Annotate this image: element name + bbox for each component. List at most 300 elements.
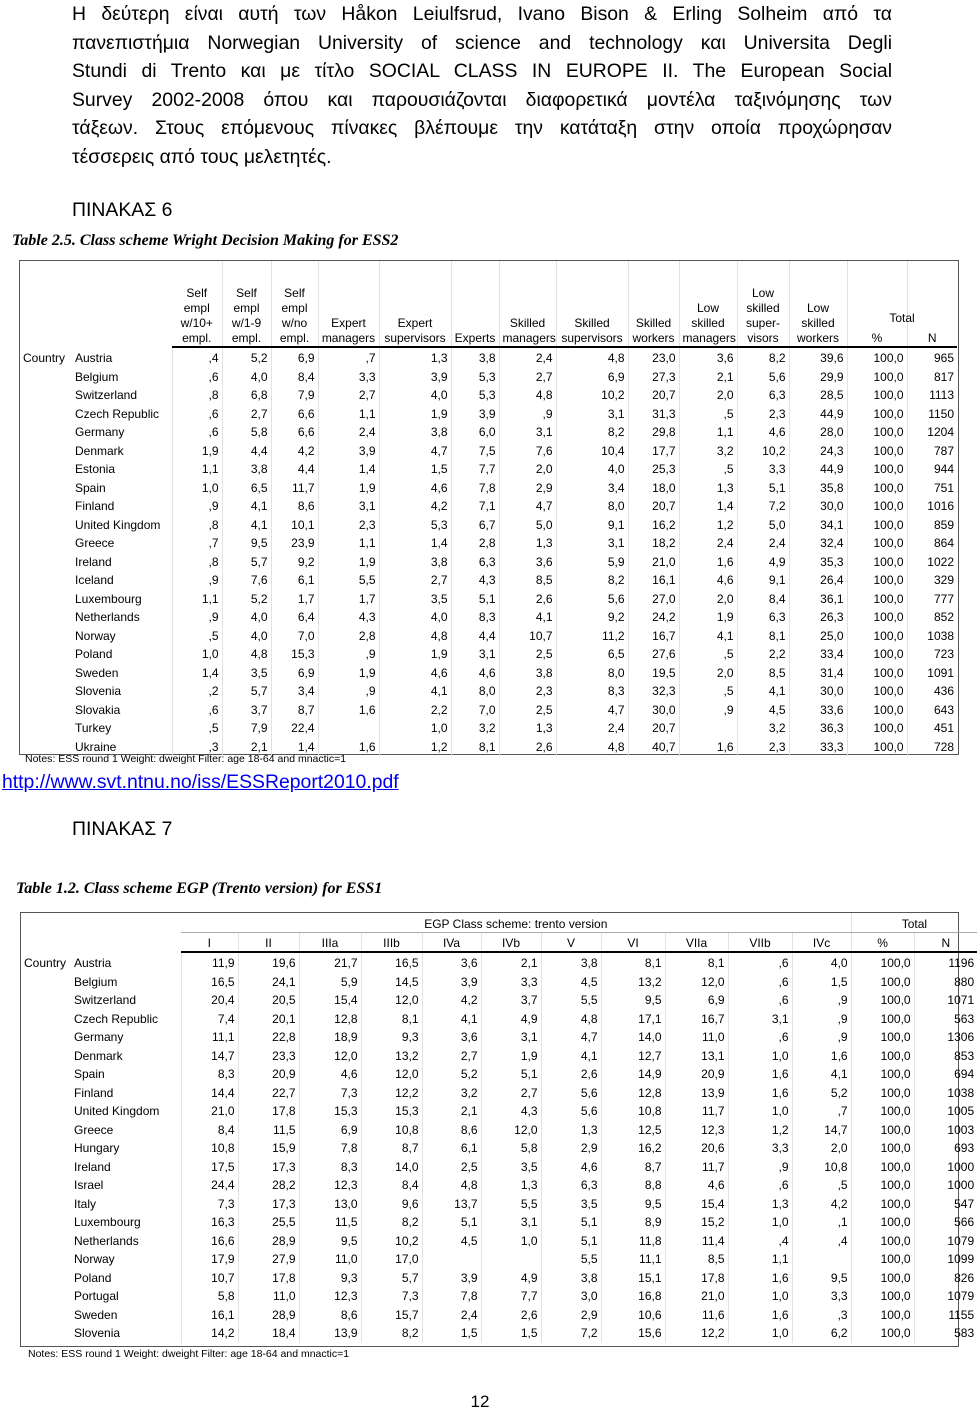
table-cell: 1,9 bbox=[172, 442, 222, 461]
table7-header-blank bbox=[21, 932, 71, 952]
table-cell: 7,6 bbox=[222, 571, 271, 590]
table-cell: 777 bbox=[933, 591, 954, 606]
table-cell: 3,0 bbox=[541, 1287, 601, 1306]
table-cell: 8,5 bbox=[665, 1250, 728, 1269]
table-cell: 4,2 bbox=[271, 442, 318, 461]
table-cell: 4,8 bbox=[222, 645, 271, 664]
table-cell: 1,3 bbox=[481, 1176, 541, 1195]
table-cell: 11,7 bbox=[271, 479, 318, 498]
table-cell: 583 bbox=[954, 1326, 975, 1341]
country-label bbox=[20, 553, 72, 572]
table-cell: 5,1 bbox=[451, 590, 499, 609]
table-cell: 4,2 bbox=[422, 991, 481, 1010]
table-cell: 28,5 bbox=[789, 386, 847, 405]
table-row bbox=[20, 368, 957, 387]
table-cell: 100,0 bbox=[851, 1084, 914, 1103]
table-cell: 100,0 bbox=[847, 627, 907, 646]
table-cell: 1,0 bbox=[172, 479, 222, 498]
country-name: Ireland bbox=[72, 553, 172, 572]
table-cell: 3,1 bbox=[556, 405, 628, 424]
table-cell: 11,7 bbox=[665, 1158, 728, 1177]
table-cell: 6,8 bbox=[222, 386, 271, 405]
table-cell: 27,9 bbox=[238, 1250, 299, 1269]
table-cell: 100,0 bbox=[847, 664, 907, 683]
table-cell: 23,9 bbox=[271, 534, 318, 553]
table-cell: 8,4 bbox=[361, 1176, 422, 1195]
table-cell: 451 bbox=[933, 721, 954, 736]
table-cell: 10,8 bbox=[792, 1158, 851, 1177]
table-cell: 6,4 bbox=[271, 608, 318, 627]
table-cell: 4,7 bbox=[379, 442, 451, 461]
table-cell: ,5 bbox=[172, 719, 222, 738]
table-cell: 4,6 bbox=[451, 664, 499, 683]
table-cell: 15,4 bbox=[299, 991, 361, 1010]
table-cell: 100,0 bbox=[851, 1213, 914, 1232]
table-cell: 1,0 bbox=[728, 1287, 792, 1306]
intro-line: πανεπιστήμια Norwegian University of science and technology και Universita Degli bbox=[72, 31, 892, 54]
table-cell: 4,0 bbox=[222, 608, 271, 627]
table-cell: 9,5 bbox=[299, 1232, 361, 1251]
table-cell: 28,9 bbox=[238, 1306, 299, 1325]
table-cell: 436 bbox=[933, 684, 954, 699]
country-label bbox=[21, 1084, 71, 1103]
table-cell: 33,6 bbox=[789, 701, 847, 720]
table-cell: 1079 bbox=[947, 1289, 975, 1304]
table-cell: 547 bbox=[954, 1196, 975, 1211]
country-label bbox=[20, 405, 72, 424]
table-cell: 100,0 bbox=[851, 1324, 914, 1343]
country-name: Netherlands bbox=[71, 1232, 181, 1251]
table6-heading: ΠΙΝΑΚΑΣ 6 bbox=[72, 199, 173, 221]
table-cell: 2,9 bbox=[499, 479, 556, 498]
table-cell: 1,2 bbox=[728, 1121, 792, 1140]
table-cell bbox=[422, 1250, 481, 1269]
table-cell: ,6 bbox=[728, 991, 792, 1010]
table-cell: 16,7 bbox=[628, 627, 679, 646]
table-cell: ,3 bbox=[792, 1306, 851, 1325]
table-cell: 100,0 bbox=[847, 479, 907, 498]
table-cell: 17,3 bbox=[238, 1158, 299, 1177]
table-cell: 1,2 bbox=[379, 738, 451, 757]
source-link[interactable]: http://www.svt.ntnu.no/iss/ESSReport2010.pdf bbox=[2, 771, 399, 793]
table-row bbox=[21, 1176, 977, 1195]
table-row bbox=[20, 479, 957, 498]
table-cell: 8,6 bbox=[422, 1121, 481, 1140]
table-cell: 3,9 bbox=[422, 1269, 481, 1288]
table-cell: 3,7 bbox=[222, 701, 271, 720]
table-cell: 1,6 bbox=[728, 1269, 792, 1288]
table-cell: 16,7 bbox=[665, 1010, 728, 1029]
table-cell: 10,6 bbox=[601, 1306, 665, 1325]
table-cell: 100,0 bbox=[847, 386, 907, 405]
table-cell: 100,0 bbox=[851, 1287, 914, 1306]
table-cell: ,6 bbox=[172, 701, 222, 720]
table-cell: 14,0 bbox=[601, 1028, 665, 1047]
table6-column-header: Skilled managers bbox=[499, 261, 556, 347]
country-label bbox=[20, 497, 72, 516]
table-cell: ,9 bbox=[792, 1028, 851, 1047]
table-cell: 1,0 bbox=[481, 1232, 541, 1251]
table-cell: 20,9 bbox=[238, 1065, 299, 1084]
table-cell: 9,5 bbox=[792, 1269, 851, 1288]
table-cell: 12,0 bbox=[665, 973, 728, 992]
table-row bbox=[20, 460, 957, 479]
table-cell: 8,1 bbox=[737, 627, 789, 646]
table-cell: 3,6 bbox=[499, 553, 556, 572]
table-cell: 11,4 bbox=[665, 1232, 728, 1251]
table-cell: 23,3 bbox=[238, 1047, 299, 1066]
table-cell: 5,1 bbox=[541, 1232, 601, 1251]
table-cell: 36,3 bbox=[789, 719, 847, 738]
table7 bbox=[21, 913, 977, 1343]
table-cell: 3,5 bbox=[222, 664, 271, 683]
table-cell: 13,2 bbox=[361, 1047, 422, 1066]
country-label bbox=[21, 1232, 71, 1251]
table-row bbox=[20, 719, 957, 738]
table-cell: ,9 bbox=[172, 608, 222, 627]
table-cell: 4,9 bbox=[737, 553, 789, 572]
table-row bbox=[21, 1158, 977, 1177]
table-cell: 100,0 bbox=[847, 682, 907, 701]
table-cell: 1,6 bbox=[318, 738, 379, 757]
table-cell: ,4 bbox=[792, 1232, 851, 1251]
table-cell: 100,0 bbox=[847, 553, 907, 572]
table-cell: 5,1 bbox=[737, 479, 789, 498]
table-cell: 3,1 bbox=[728, 1010, 792, 1029]
country-name: Portugal bbox=[71, 1287, 181, 1306]
table-cell: 100,0 bbox=[847, 571, 907, 590]
table-cell: 100,0 bbox=[847, 347, 907, 368]
table-cell: 36,1 bbox=[789, 590, 847, 609]
table7-column-header: I bbox=[181, 932, 238, 952]
table-cell: 5,2 bbox=[222, 347, 271, 368]
table-cell: 40,7 bbox=[628, 738, 679, 757]
table-cell: ,9 bbox=[792, 1010, 851, 1029]
table-cell: 2,7 bbox=[422, 1047, 481, 1066]
country-label bbox=[20, 627, 72, 646]
table-cell: 100,0 bbox=[847, 368, 907, 387]
table-cell: 3,6 bbox=[679, 347, 737, 368]
table-cell: 10,4 bbox=[556, 442, 628, 461]
table-cell: 12,3 bbox=[665, 1121, 728, 1140]
table-cell: 28,2 bbox=[238, 1176, 299, 1195]
table-cell: 2,4 bbox=[318, 423, 379, 442]
country-label bbox=[20, 608, 72, 627]
table-cell: 13,9 bbox=[299, 1324, 361, 1343]
table7-column-header: V bbox=[541, 932, 601, 952]
table-cell: ,5 bbox=[679, 645, 737, 664]
table-cell: ,6 bbox=[172, 405, 222, 424]
table-cell: 26,3 bbox=[789, 608, 847, 627]
table-row bbox=[20, 682, 957, 701]
table-cell: 2,3 bbox=[499, 682, 556, 701]
country-label bbox=[20, 571, 72, 590]
country-label bbox=[20, 719, 72, 738]
table-cell: ,7 bbox=[792, 1102, 851, 1121]
table-cell: 1,0 bbox=[728, 1102, 792, 1121]
table-cell: 5,7 bbox=[361, 1269, 422, 1288]
table-cell: 7,7 bbox=[481, 1287, 541, 1306]
table-cell: 12,0 bbox=[361, 1065, 422, 1084]
table-cell: 787 bbox=[933, 443, 954, 458]
table-cell: 3,2 bbox=[737, 719, 789, 738]
table-cell: 1,5 bbox=[481, 1324, 541, 1343]
table-cell: 18,0 bbox=[628, 479, 679, 498]
table-cell: 5,7 bbox=[222, 682, 271, 701]
table-cell: 3,5 bbox=[481, 1158, 541, 1177]
table-cell: 5,3 bbox=[379, 516, 451, 535]
table-cell: 27,3 bbox=[628, 368, 679, 387]
table-cell: 100,0 bbox=[851, 1139, 914, 1158]
table-cell: 17,0 bbox=[361, 1250, 422, 1269]
table-cell: 8,1 bbox=[451, 738, 499, 757]
table6-total-label: Total bbox=[889, 311, 915, 325]
table-cell: 9,2 bbox=[556, 608, 628, 627]
table-cell: 5,8 bbox=[222, 423, 271, 442]
table-cell: ,7 bbox=[172, 534, 222, 553]
table-cell: 8,2 bbox=[361, 1324, 422, 1343]
table-cell: ,9 bbox=[792, 991, 851, 1010]
country-name: Spain bbox=[72, 479, 172, 498]
table-cell: 4,0 bbox=[556, 460, 628, 479]
table-cell: 6,9 bbox=[299, 1121, 361, 1140]
table-cell: 17,9 bbox=[181, 1250, 238, 1269]
country-label: Country bbox=[24, 955, 67, 970]
country-name: Poland bbox=[72, 645, 172, 664]
table-cell: 1,9 bbox=[318, 553, 379, 572]
table-cell: 5,1 bbox=[541, 1213, 601, 1232]
table-cell: 7,3 bbox=[299, 1084, 361, 1103]
table-cell: 1113 bbox=[929, 388, 954, 403]
table-cell: 2,7 bbox=[499, 368, 556, 387]
country-label bbox=[20, 516, 72, 535]
table-cell: 3,8 bbox=[222, 460, 271, 479]
table-cell: 33,4 bbox=[789, 645, 847, 664]
table-cell: 4,5 bbox=[541, 973, 601, 992]
table-cell: 4,6 bbox=[299, 1065, 361, 1084]
country-name: Belgium bbox=[71, 973, 181, 992]
table-cell: 5,1 bbox=[481, 1065, 541, 1084]
table-cell: 1,4 bbox=[318, 460, 379, 479]
table-cell: 4,0 bbox=[792, 952, 851, 973]
country-name: United Kingdom bbox=[71, 1102, 181, 1121]
table-cell: 100,0 bbox=[847, 534, 907, 553]
table-row bbox=[20, 553, 957, 572]
table-row bbox=[20, 516, 957, 535]
table-cell: 30,0 bbox=[789, 682, 847, 701]
table-cell: 10,2 bbox=[556, 386, 628, 405]
table-cell: ,6 bbox=[728, 973, 792, 992]
table6-column-header: Low skilled super- visors bbox=[737, 261, 789, 347]
table-cell: 21,0 bbox=[628, 553, 679, 572]
table-cell: 5,3 bbox=[451, 386, 499, 405]
table-cell: 3,6 bbox=[422, 1028, 481, 1047]
country-name: Germany bbox=[71, 1028, 181, 1047]
table-cell: 22,7 bbox=[238, 1084, 299, 1103]
table-cell: 1,2 bbox=[679, 516, 737, 535]
table-cell: 4,9 bbox=[481, 1010, 541, 1029]
table-cell: 5,5 bbox=[318, 571, 379, 590]
table-cell: 100,0 bbox=[847, 442, 907, 461]
table-cell: 3,8 bbox=[541, 952, 601, 973]
table-cell: 34,1 bbox=[789, 516, 847, 535]
table-cell: 4,8 bbox=[499, 386, 556, 405]
table-cell: 7,8 bbox=[451, 479, 499, 498]
table-cell: 19,5 bbox=[628, 664, 679, 683]
table-cell: ,8 bbox=[172, 516, 222, 535]
table-cell: 18,9 bbox=[299, 1028, 361, 1047]
table-cell: 44,9 bbox=[789, 460, 847, 479]
table-cell: 1091 bbox=[927, 665, 954, 680]
table-cell: 5,0 bbox=[499, 516, 556, 535]
table-cell: 15,9 bbox=[238, 1139, 299, 1158]
table-cell: ,1 bbox=[792, 1213, 851, 1232]
table-cell: 7,3 bbox=[181, 1195, 238, 1214]
table7-column-header: % bbox=[851, 932, 914, 952]
table-cell: 4,3 bbox=[481, 1102, 541, 1121]
table-cell: 3,9 bbox=[451, 405, 499, 424]
table-cell: 852 bbox=[933, 610, 954, 625]
table-cell: 11,1 bbox=[601, 1250, 665, 1269]
table-cell: 4,3 bbox=[451, 571, 499, 590]
table-row bbox=[20, 645, 957, 664]
table-cell: 2,1 bbox=[481, 952, 541, 973]
table-cell: 6,5 bbox=[556, 645, 628, 664]
table-cell: 4,9 bbox=[481, 1269, 541, 1288]
table-cell: 4,6 bbox=[379, 664, 451, 683]
table6-column-header: Experts bbox=[451, 261, 499, 347]
table-cell: 826 bbox=[954, 1270, 975, 1285]
table-cell: 2,0 bbox=[679, 590, 737, 609]
table-cell: 21,7 bbox=[299, 952, 361, 973]
table-cell: 4,4 bbox=[222, 442, 271, 461]
table-cell: 12,7 bbox=[601, 1047, 665, 1066]
table-cell: 29,8 bbox=[628, 423, 679, 442]
table-cell: 32,3 bbox=[628, 682, 679, 701]
table-cell: 1,3 bbox=[499, 534, 556, 553]
table-row bbox=[20, 423, 957, 442]
table-cell: 944 bbox=[933, 462, 954, 477]
table-cell: 10,8 bbox=[361, 1121, 422, 1140]
table-cell: 2,6 bbox=[541, 1065, 601, 1084]
table-cell: 17,7 bbox=[628, 442, 679, 461]
table-cell: 3,2 bbox=[679, 442, 737, 461]
table-cell: 12,8 bbox=[299, 1010, 361, 1029]
table-cell: 3,8 bbox=[451, 347, 499, 368]
table-cell: 4,5 bbox=[422, 1232, 481, 1251]
table-cell: 20,7 bbox=[628, 719, 679, 738]
table-cell: 8,0 bbox=[556, 664, 628, 683]
table-cell: 29,9 bbox=[789, 368, 847, 387]
table-cell: ,6 bbox=[172, 368, 222, 387]
table6-caption: Table 2.5. Class scheme Wright Decision Making for ESS2 bbox=[12, 232, 399, 249]
country-name: Spain bbox=[71, 1065, 181, 1084]
table-cell: 13,1 bbox=[665, 1047, 728, 1066]
table-cell: 15,3 bbox=[361, 1102, 422, 1121]
table-row bbox=[21, 1232, 977, 1251]
table-cell: 5,6 bbox=[541, 1084, 601, 1103]
table-cell: 2,1 bbox=[222, 738, 271, 757]
table-cell: 17,1 bbox=[601, 1010, 665, 1029]
table-cell: 1,9 bbox=[318, 479, 379, 498]
table-cell: 1,0 bbox=[728, 1213, 792, 1232]
table6-column-header: Expert supervisors bbox=[379, 261, 451, 347]
table-cell: 6,3 bbox=[737, 386, 789, 405]
country-name: United Kingdom bbox=[72, 516, 172, 535]
table-cell: 8,7 bbox=[271, 701, 318, 720]
table-cell: 100,0 bbox=[847, 516, 907, 535]
table-cell: 12,0 bbox=[481, 1121, 541, 1140]
table-cell: 10,8 bbox=[181, 1139, 238, 1158]
table-cell: 4,1 bbox=[422, 1010, 481, 1029]
country-label bbox=[20, 423, 72, 442]
table-cell: 4,6 bbox=[665, 1176, 728, 1195]
table-cell: ,7 bbox=[318, 347, 379, 368]
table-cell: 17,8 bbox=[665, 1269, 728, 1288]
table-cell: 21,0 bbox=[181, 1102, 238, 1121]
table-cell: 6,9 bbox=[271, 664, 318, 683]
country-name: Ukraine bbox=[72, 738, 172, 757]
table-cell: 3,3 bbox=[318, 368, 379, 387]
table-cell: 8,9 bbox=[601, 1213, 665, 1232]
table-cell: 10,8 bbox=[601, 1102, 665, 1121]
table7-total-label: Total bbox=[851, 913, 977, 932]
table-cell: 7,9 bbox=[271, 386, 318, 405]
table-cell: 3,2 bbox=[422, 1084, 481, 1103]
table-cell: 15,3 bbox=[299, 1102, 361, 1121]
table-cell: 9,3 bbox=[361, 1028, 422, 1047]
table-cell: 10,1 bbox=[271, 516, 318, 535]
table-cell: 3,8 bbox=[379, 423, 451, 442]
table-cell: 4,8 bbox=[556, 738, 628, 757]
table-cell: 4,1 bbox=[379, 682, 451, 701]
table7-notes: Notes: ESS round 1 Weight: dweight Filter: age 18-64 and mnactic=1 bbox=[28, 1348, 350, 1360]
country-label bbox=[20, 460, 72, 479]
table-cell: 8,1 bbox=[601, 952, 665, 973]
table-cell: 3,4 bbox=[556, 479, 628, 498]
table-cell: 23,0 bbox=[628, 347, 679, 368]
country-label bbox=[20, 368, 72, 387]
table-cell: 2,7 bbox=[481, 1084, 541, 1103]
table-cell: 11,0 bbox=[299, 1250, 361, 1269]
country-name: Austria bbox=[72, 347, 172, 368]
table-cell: 27,6 bbox=[628, 645, 679, 664]
table-cell: 6,9 bbox=[556, 368, 628, 387]
country-label bbox=[20, 386, 72, 405]
table-cell: 1,9 bbox=[679, 608, 737, 627]
table-cell: 3,3 bbox=[728, 1139, 792, 1158]
table-cell: ,8 bbox=[172, 386, 222, 405]
country-name: Italy bbox=[71, 1195, 181, 1214]
table7-header-blank bbox=[21, 913, 71, 932]
table-cell: 11,7 bbox=[665, 1102, 728, 1121]
table-cell: 1000 bbox=[947, 1159, 975, 1174]
intro-line: τάξεων. Στους επόμενους πίνακες βλέπουμε την κατάταξη στην οποία προχώρησαν bbox=[72, 117, 892, 140]
table-cell: 2,4 bbox=[679, 534, 737, 553]
table-cell: 19,6 bbox=[238, 952, 299, 973]
table-cell: 11,2 bbox=[556, 627, 628, 646]
table-cell: 8,3 bbox=[556, 682, 628, 701]
table-cell: 8,3 bbox=[181, 1065, 238, 1084]
table-cell: 4,3 bbox=[318, 608, 379, 627]
country-label bbox=[20, 442, 72, 461]
table-cell: 2,1 bbox=[422, 1102, 481, 1121]
table-row bbox=[20, 534, 957, 553]
table-cell: 6,3 bbox=[451, 553, 499, 572]
table-cell: 1,5 bbox=[379, 460, 451, 479]
table-cell: 3,7 bbox=[481, 991, 541, 1010]
table-cell: 817 bbox=[933, 369, 954, 384]
